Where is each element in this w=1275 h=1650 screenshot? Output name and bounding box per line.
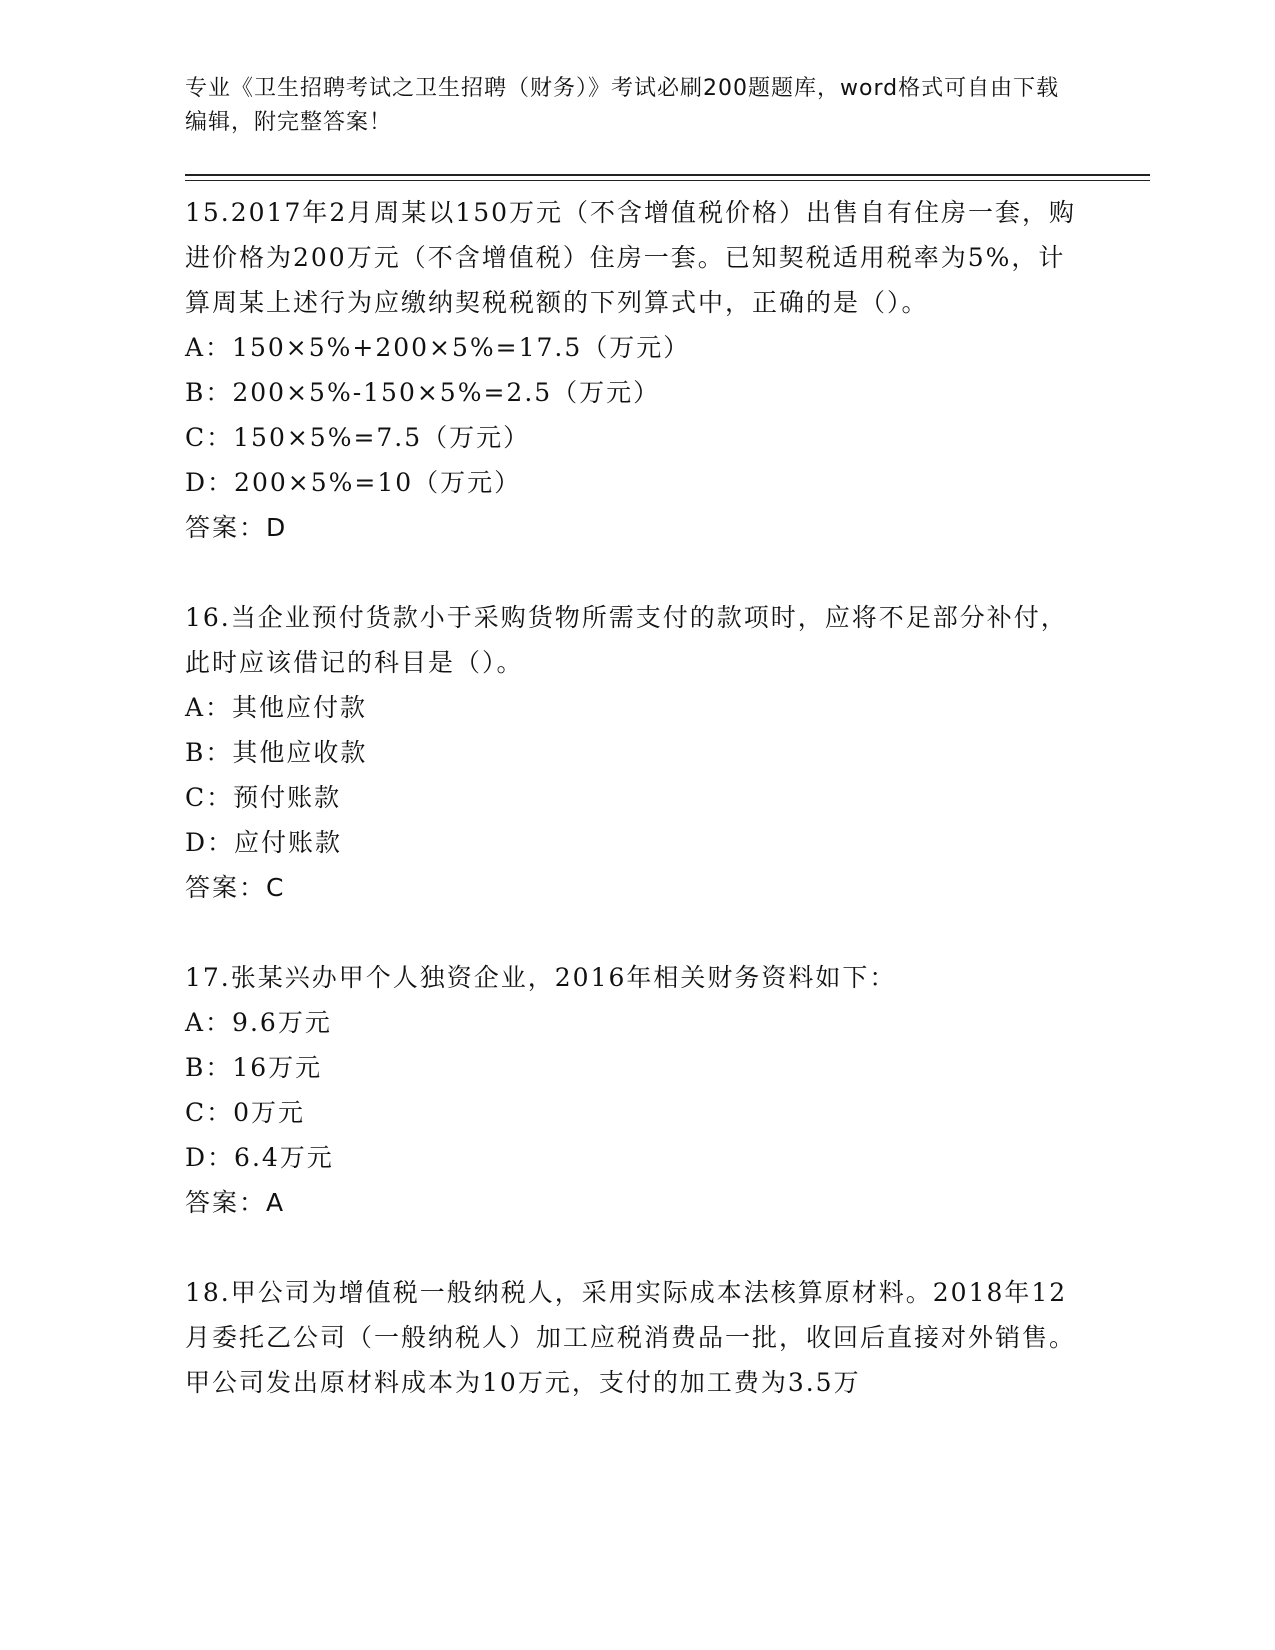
option-c: C：0万元 bbox=[185, 1098, 306, 1127]
option-c: C：150×5%=7.5（万元） bbox=[185, 423, 531, 452]
spacer bbox=[185, 550, 1085, 595]
question-list bbox=[185, 190, 1085, 1405]
option-b: B：200×5%-150×5%=2.5（万元） bbox=[185, 378, 661, 407]
option-d: D：6.4万元 bbox=[185, 1143, 334, 1172]
answer: 答案：D bbox=[185, 513, 288, 542]
option-a: A：9.6万元 bbox=[185, 1008, 332, 1037]
option-b: B：其他应收款 bbox=[185, 738, 368, 767]
document-header: 专业《卫生招聘考试之卫生招聘（财务）》考试必刷200题题库，word格式可自由下载编辑，附完整答案！ bbox=[185, 76, 1060, 135]
option-a: A：150×5%+200×5%=17.5（万元） bbox=[185, 333, 691, 362]
question-stem: 17.张某兴办甲个人独资企业，2016年相关财务资料如下： bbox=[185, 963, 897, 992]
answer: 答案：A bbox=[185, 1188, 286, 1217]
option-a: A：其他应付款 bbox=[185, 693, 368, 722]
option-d: D：应付账款 bbox=[185, 828, 343, 857]
header-rule-thin bbox=[185, 180, 1150, 181]
spacer bbox=[185, 1225, 1085, 1270]
option-c: C：预付账款 bbox=[185, 783, 342, 812]
answer: 答案：C bbox=[185, 873, 286, 902]
question-15 bbox=[185, 190, 1085, 550]
option-d: D：200×5%=10（万元） bbox=[185, 468, 522, 497]
question-stem: 18.甲公司为增值税一般纳税人，采用实际成本法核算原材料。2018年12月委托乙公司（一般纳税人）加工应税消费品一批，收回后直接对外销售。甲公司发出原材料成本为10万元，支付的加工费为3.5万 bbox=[185, 1278, 1077, 1397]
question-stem: 15.2017年2月周某以150万元（不含增值税价格）出售自有住房一套，购进价格为200万元（不含增值税）住房一套。已知契税适用税率为5%，计算周某上述行为应缴纳契税税额的下列算式中，正确的是（）。 bbox=[185, 198, 1077, 317]
question-stem: 16.当企业预付货款小于采购货物所需支付的款项时，应将不足部分补付，此时应该借记的科目是（）。 bbox=[185, 603, 1068, 677]
header-rule-thick bbox=[185, 174, 1150, 176]
question-16 bbox=[185, 595, 1085, 910]
question-18 bbox=[185, 1270, 1085, 1405]
question-17 bbox=[185, 955, 1085, 1225]
spacer bbox=[185, 910, 1085, 955]
option-b: B：16万元 bbox=[185, 1053, 323, 1082]
